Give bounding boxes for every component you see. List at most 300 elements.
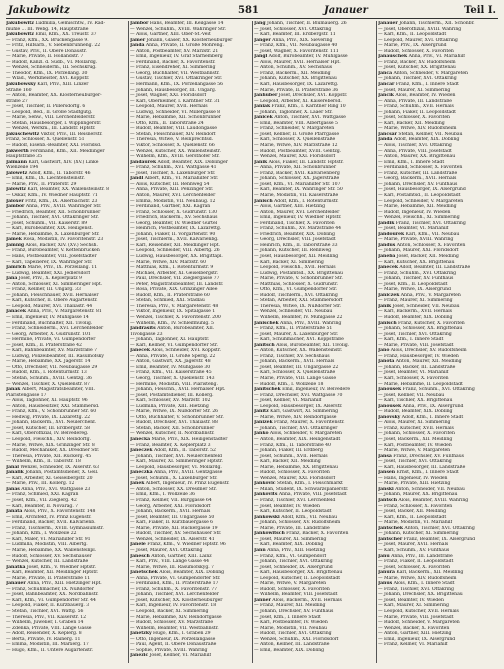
directory-columns <box>6 21 498 663</box>
entry-surname: Janko <box>254 431 269 437</box>
entry-details: — Franz, Schuhm., XVII. Hernals <box>378 104 454 110</box>
entry-details: — Johann, Fleischhauer, XVII. Hernalser <box>6 292 99 298</box>
entry-details: — Josef, Maurer, X. Laxenburger Str. <box>254 331 339 337</box>
entry-details: — Karl, Schlosser, XV. Märzstr. 102 <box>130 398 211 404</box>
entry-details: Albert, Ingenieur, IV. Prinz Eugenstr. <box>145 481 230 487</box>
entry-details: Adolf, Kfm., II. Taborstr. 52 <box>153 448 216 454</box>
entry-details: Franz, Schlosser, X. Quellenstr. 51 <box>6 137 85 143</box>
entry-details: — Georg, Beamter, IV. Wiedner Gürtel <box>130 220 218 226</box>
entry-details: — Wenzel, Maurer, XXI. Floridsdorf <box>254 475 336 481</box>
entry-details: — Marie, Modistin, VII. Neubau <box>254 625 327 631</box>
entry-details: — Karl, Schlosser, X. Quellenstraße <box>254 137 336 143</box>
entry-details: — Rudolf, Kfm., II. Praterstraße 60 <box>130 292 210 298</box>
entry-details: — Franz, Kutscher, III. Landstraße <box>378 170 458 176</box>
entry-details: — Rudolf, Ingenieur, IV. Wieden <box>378 209 451 215</box>
entry-details: — Johann, Bäckerm., XVII. Hernals <box>130 509 211 515</box>
entry-details: — Milan, Student, IX. Schwarzspanierstr. <box>254 486 349 492</box>
entry-details: — Rudolf, Schlosser, XV. Sechshauser <box>6 553 92 559</box>
entry-surname: Janeczek <box>130 448 153 454</box>
entry-details: — Marie, Private, II. Hollandstr. 7 <box>6 54 84 60</box>
entry-details: — Rudolf, Beamter, VIII. Laudongasse <box>130 126 217 132</box>
entry-details: Adolf, Bürobeamter, IV. Mühlgasse <box>268 54 348 60</box>
entry-details: — Hermann, Kfm., IX. Porzellangasse 56 <box>130 82 223 88</box>
entry-details: — Ferdinand, Bäcker, XVII. Kalvarienb. <box>6 520 96 526</box>
entry-details: Anna, Priv., XIII. Hietzing <box>267 547 326 553</box>
entry-surname: Janal <box>6 464 19 470</box>
entry-details: — Alois, Tischler, XVI. Ottakring <box>378 143 452 149</box>
entry-details: Anna, Priv., XVI. Wattgasse 23 <box>21 486 91 492</box>
entry-details: — Karl, Kutscher, II. Obere Augartenstr. <box>6 298 98 304</box>
entry-details: — Johann, Hausbesorger, III. Ungarg. <box>130 87 217 93</box>
entry-details: — Stefan, Schmied, XXI. Stadlau <box>130 298 205 304</box>
entry-details: — Karl, Schlosser, X. Quellenstraße <box>254 370 336 376</box>
entry-details: — Franz, Schlosser, X. Favoriten <box>378 503 453 509</box>
entry-details: — Anton, Hausbesitzer, XXI. Stammersd. <box>6 403 100 409</box>
entry-surname: Janisch <box>378 320 397 326</box>
entry-details: — Marie, Private, XIII. Hietzing <box>378 481 451 487</box>
entry-details: Straße 160 <box>6 87 32 93</box>
entry-details: — Johann, Taglöhner, XI. Hauptstr. <box>130 337 210 343</box>
entry-details: Anton, Schneider, V. Margareten <box>393 70 468 76</box>
entry-details: — Josef, Bäckerm., XII. Meidling <box>378 437 453 443</box>
entry-details: — Stefan, Bäcker, XII. Schönbrunner <box>130 425 215 431</box>
entry-details: Adolf, Kfm., I. Rotenturmstr. <box>274 198 339 204</box>
entry-details: — Karl, Schuhm., XV. Fünfhaus <box>378 547 450 553</box>
entry-details: — Leopold, Fiaker, II. Kurzbauerg. 3 <box>6 603 90 609</box>
entry-surname: Janecka <box>130 437 151 443</box>
entry-details: — Marie, Private, III. Landstraße <box>254 525 330 531</box>
entry-surname: Jandus <box>378 242 396 248</box>
entry-details: — Johann, Maurer, XXI. Floridsdorf <box>378 248 459 254</box>
entry-details: Johann, Tischler, II. Blumauerg. 26 <box>266 21 347 26</box>
entry-details: — Johann, Tischler, XVI. Neulerchenfeld <box>130 453 222 459</box>
entry-details: — Karl, Hausbesorger, XX. Brigittenau <box>254 570 343 576</box>
entry-details: — Heinrich, Postbeamter, IX. Lazarettg. <box>130 226 222 232</box>
entry-details: — Rudolf, Schlosser, X. Favoriten <box>254 470 330 476</box>
entry-details: — Georg, Bäckerm., XVII. Hernals <box>378 176 457 182</box>
entry-surname: Janicek <box>254 115 273 121</box>
entry-details: — Friedrich, Bäckerm., XV. Sechshaus <box>130 215 218 221</box>
entry-details: — Karl, Schuhmacher, XVI. Koppstraße <box>254 337 344 343</box>
entry-details: — Josef, Kutscher, XX. Brigittenau <box>378 65 456 71</box>
entry-details: — Karl, Hausbesorger, IX. Lazarettg. <box>254 82 339 88</box>
entry-details: — Franz, Hausbesorger, IV. Wieden <box>378 353 459 359</box>
entry-surname: Janhuber <box>254 93 278 99</box>
entry-surname: Jandourek <box>378 231 405 237</box>
entry-details: — Rudolf, Kfm., I. Rotenturmstr. 13 <box>6 370 87 376</box>
entry-details: — Stefan, Schuhm., XVIII. Gentzg. 36 <box>6 376 92 381</box>
entry-details: — Rosa, Private, XIX. Grinzinger Allee <box>130 287 218 293</box>
entry-details: Ludmilla, Gemischtw., IV. Rad- <box>35 21 105 26</box>
entry-surname: Jandrasits <box>130 326 156 332</box>
entry-details: — Anna, Private, VI. Gumpendorfer Str. <box>130 575 221 581</box>
entry-details: — Ferdinand, Bäcker, X. Favoritenstr. <box>130 59 216 65</box>
entry-details: Johann, Tischlerm., XII. Schönbr. <box>399 21 475 26</box>
entry-details: — Friedrich, Beamter, XII. Schönbrunner <box>6 209 101 215</box>
entry-details: — Wenzel, Schuhm., XXI. Floridsdorf <box>254 636 339 642</box>
entry-details: — Emil, Architekt, IV. Prinz Eugenstr. <box>6 514 92 520</box>
entry-surname: Jakwerth <box>6 148 29 154</box>
entry-details: Karl, Kfm., VII. Neubau <box>405 231 460 237</box>
entry-details: Alois, Beamter, XVIII. Währing <box>398 498 469 504</box>
entry-details: — Fritz, Hilfsarb., V. Siebenbrunneng. 22 <box>6 43 101 49</box>
entry-details: Johann, Glaser, XX. Klosterneuburger <box>146 37 233 43</box>
entry-details: — Franz, Tischler, XV. Sechshaus <box>254 353 330 359</box>
entry-surname: Jankowski <box>254 514 280 520</box>
entry-details: — Josef, Kfm., VI. Mariahilfer Str. 107 <box>254 181 341 187</box>
entry-details: — Johann, Tischler, XVI. Ottakringer Str. <box>6 215 99 221</box>
entry-details: — Peter, Magistratsbeamter, III. Landstr. <box>130 281 224 287</box>
entry-details: — Leopold, Maurer, XVI. Thaliastr. 44 <box>6 303 93 309</box>
entry-details: — Josef, Maurer, XI. Simmering <box>378 87 451 93</box>
directory-column-4 <box>378 21 498 663</box>
entry-details: — Franz, Schuhm., XVI. Wattgasse 41 <box>130 165 217 171</box>
entry-surname: Jandik <box>378 220 395 226</box>
entry-details: — Franz, Schuhmacher, IX. Nußdorfer <box>6 586 94 592</box>
entry-details: — Ludmilla, Modistin, VIII. Albertg. <box>6 542 88 548</box>
entry-details: — Oskar, Kfm., IV. Wiedner Hauptstr. 71 <box>6 192 98 198</box>
entry-details: — Johann, Bäckerm., XVI. Neulerchenf. <box>6 420 97 426</box>
entry-details: Albert, Magistratsbeamter, VIII. <box>21 387 95 393</box>
entry-details: Anna, Private, VIII. Josefstadt <box>278 492 347 498</box>
entry-details: — Marie, Private, VIII. Josefstadt <box>378 342 454 348</box>
entry-details: — Josef, Tischler, XVI. Ottakring <box>378 459 452 465</box>
entry-details: Franz, Drechsler, XV. Fünfhaus <box>393 453 464 459</box>
entry-details: — Stefan, Fleischhauer, XIV. Reindorf <box>130 131 216 137</box>
entry-details: Karl, Gastwirt, XIV. (XV.) Linke <box>28 159 99 165</box>
entry-surname: Jancar <box>378 82 395 88</box>
page-header <box>6 4 498 19</box>
entry-details: — Leopold, Maurer, XVII. Hernals <box>130 104 208 110</box>
entry-details: Alois, Kfm., I. Innere Stadt <box>393 581 455 587</box>
entry-details: — Wenzel, Kutscher, II. Nordbahnstr. <box>130 431 215 437</box>
entry-details: — Emma, Modistin, VII. Neubaug. 12 <box>130 198 216 204</box>
entry-details: — Michael, Arbeiter, XI. Geiselbergstr. <box>130 270 219 276</box>
entry-details: — Franz, Kfm., II. Taborstraße 40 <box>254 442 331 448</box>
entry-surname: Janitschek <box>254 387 281 393</box>
entry-details: Anton, Schlosser, X. Favoriten <box>396 242 466 248</box>
entry-details: — Karl, Tapezierer, IX. Währinger Str. <box>6 259 93 265</box>
entry-details: — Karl, Beamter, IX. Währinger Str. 50 <box>254 187 343 193</box>
entry-details: — Wilhelm, Kfm., IV. Schleifmühlg. 5 <box>130 320 214 326</box>
header-right-keyword: Janauer <box>324 5 368 16</box>
entry-details: — Rudolf, Beamter, XIX. Döbling <box>378 314 453 320</box>
entry-details: Wenzel, Schneider, IX. Alserstr. 63 <box>20 464 100 470</box>
entry-surname: Jang <box>254 21 266 26</box>
entry-details: — Johann, Schlosser, XX. Jägerstraße <box>254 176 340 182</box>
entry-surname: Jantschek <box>378 525 403 531</box>
entry-details: — Josef, Kellner, II. Große Pfarrgasse <box>254 131 340 137</box>
entry-details: — Josef, Beamter, III. Ungargasse 50 <box>130 514 215 520</box>
entry-details: — Alois, Gärtner, XIII. Ober-St.-Veit <box>130 32 211 38</box>
entry-details: — Karl, Bürobeamter, XIX. Heiligenst. <box>6 226 93 232</box>
entry-details: — Josef, Maurer, XI. Simmering <box>254 536 327 542</box>
entry-details: — Rudolf, Tischlerm., XVI. Ottakring <box>254 292 338 298</box>
entry-details: — Wenzel, Schneider, VII. Neubau <box>254 309 333 315</box>
entry-details: Alois, Bäckerm., XVII. Hernals <box>272 597 342 603</box>
entry-surname: Jann <box>254 547 266 553</box>
directory-entry <box>6 648 125 654</box>
directory-column-3 <box>254 21 373 663</box>
entry-details: — Marie, Witwe, IX. Nußdorfer Str. 26 <box>130 409 218 415</box>
entry-details: — Rudolf, Schlosser, X. Favoriten <box>378 48 454 54</box>
entry-details: — Leopold, Kutscher, XVII. Hernals <box>378 608 459 614</box>
entry-details: Anna, Priv., V. Margareten <box>400 292 461 298</box>
entry-details: — Franz, Kellner, VII. Burggasse 64 <box>130 498 212 504</box>
entry-surname: Jankowitsch <box>254 531 285 537</box>
entry-details: Piaristengasse 17 <box>6 392 47 398</box>
entry-details: Anton, Bürobeamter, XII. <box>157 326 215 332</box>
entry-details: — Franz, Kfm., II. Praterstraße 51 <box>254 326 333 332</box>
entry-details: Franz, Maurer, X. Favoritenstr. <box>274 420 345 426</box>
entry-details: — Josef, Kfm., II. Leopoldstadt <box>378 281 448 287</box>
entry-details: — Franz, Schuhm., XV. Märzstraße 44 <box>254 226 342 232</box>
entry-surname: Janoušek <box>378 403 402 409</box>
entry-details: — Wenzel, Schneiderm., III. Sechskrüg. <box>6 65 97 71</box>
entry-details: — Georg, Arbeiter, X. Gudrunstr. 101 <box>6 331 91 337</box>
entry-details: Anna, Priv., XIX. Sievering <box>272 37 333 43</box>
entry-surname: Janischek <box>254 320 279 326</box>
entry-surname: Janezic <box>130 653 149 659</box>
entry-details: — Karl, Schlosser, X. Favoriten <box>378 376 449 381</box>
entry-details: — Karl, Postbeamter, IV. Wieden <box>378 442 452 448</box>
entry-surname: Janura <box>378 570 395 576</box>
entry-details: Hugo, Kfm., I. Graben 29 <box>153 631 211 637</box>
entry-details: Adolf, Beamter, XIX. Döbling <box>393 137 460 143</box>
entry-details: — Paul, Agent, II. Obere Donaustraße <box>130 642 217 648</box>
entry-details: Anna, Priv., XIII. Hietzinger Hpt. <box>27 581 102 587</box>
entry-details: Franz, Beamter, IX. Alsergrund <box>403 536 476 542</box>
entry-details: — Josef, Kutscher, XX. Klosterneuburger <box>130 597 223 603</box>
entry-details: — Ferdinand, Gärtner, XXI. Kagran <box>130 204 211 210</box>
entry-details: — Josef, Beamter, VI. Mariahilf <box>378 226 449 232</box>
entry-details: — Heinrich, Kfm., II. Taborstraße 33 <box>254 242 338 248</box>
entry-details: — Karl, Hausbesorger, III. Landstraße <box>378 464 466 470</box>
entry-details: — Karl, Kfm., VI. Gumpendorfer Str. 44 <box>6 597 96 603</box>
entry-details: — Theresia, Priv., VII. Kaiserstr. 12 <box>6 614 86 620</box>
entry-details: Alois, Beamter, XIX. Döbling <box>159 570 225 576</box>
entry-details: — Franz, Drechsler, XVI. Wattgasse 70 <box>254 392 343 398</box>
entry-details: — Karl, Priv., VIII. Lange Gasse 44 <box>130 559 209 565</box>
entry-details: — Johann, Tischler, XVI. Ottakringer <box>254 425 338 431</box>
entry-details: — Ludwig, Hausbesorger, XX. Brigittapl. <box>130 253 223 259</box>
entry-details: — Josef, Kellner, VII. Neubau <box>378 392 445 398</box>
entry-surname: Janak <box>6 387 21 393</box>
entry-details: — Ludwig, Postamtsd., XX. Brigittenau <box>254 270 343 276</box>
entry-details: — Karl, Beamter, XIX. Döbling <box>254 542 324 548</box>
entry-details: — Marie, Hebamme, XX. Wallensteinpl. <box>6 547 97 553</box>
entry-details: Franz, Kfm., I. Kärntner Ring 10 <box>271 104 346 110</box>
entry-surname: Janele <box>130 542 146 548</box>
entry-details: — Karl, Kutscher, II. Leopoldstadt <box>254 509 332 515</box>
entry-details: Stefan, Kellner, VII. Neubau <box>398 131 463 137</box>
entry-details: — Franz, Schneider, V. Margareten <box>254 126 335 132</box>
entry-surname: Jandl <box>130 176 144 182</box>
entry-details: — Alois, Kutscher, III. Rennweg 54 <box>130 181 210 187</box>
entry-details: Anton, Tischler, XVI. Ottakring <box>404 525 475 531</box>
entry-details: — Marie, Private, V. Schönbrunner Str. <box>254 276 343 282</box>
entry-details: — Karl, Kfm., I. Innere Stadt <box>378 337 444 343</box>
entry-details: — Marie, Hebamme, XX. Brigittenau <box>254 464 338 470</box>
entry-details: — Franz, Maurer, XI. Simmering <box>378 298 453 304</box>
entry-details: — Karl, Kellner, VI. Gumpendorfer Str. <box>130 342 218 348</box>
entry-surname: Jalmann <box>6 159 28 165</box>
entry-details: — Franz, Maurer, XII. Meidling <box>254 603 326 609</box>
entry-surname: Janger <box>254 37 271 43</box>
entry-details: — Ludwig, Schneider, VI. Millergasse 8 <box>130 109 221 115</box>
entry-details: — Rudolf, Tischler, XVI. Ottakring <box>254 631 332 637</box>
entry-details: — Johann, Schlosser, X. Favoriten <box>378 431 455 437</box>
entry-details: — Rudolf, Tischler, XV. Sechshauser Str. <box>130 531 222 537</box>
entry-details: — Marie, Modistin, VI. Mariahilf <box>378 520 453 526</box>
entry-details: — Marie, Witwe, V. Margareten <box>254 581 327 587</box>
entry-details: Karl, Priv., XIII. Linzer <box>37 82 89 88</box>
entry-details: Alois, Schneider, XVI. Koppstr. <box>151 348 221 354</box>
entry-details: Josef, Kellner, VI. Mariahilf <box>149 653 212 659</box>
entry-details: Fritz, Kfm., IX. Alserbachstr. 23 <box>25 198 98 204</box>
entry-details: — Anna, Private, XII. Schönbrunner <box>254 165 336 171</box>
entry-details: Anna, Priv., XVIII. Währing <box>280 320 342 326</box>
entry-details: — Marie, Private, VIII. Josefstadt <box>378 614 454 620</box>
entry-surname: Jansa <box>378 453 392 459</box>
entry-details: — Georg, Buchhalter, VII. Westbahnstr. <box>130 70 220 76</box>
entry-details: Anna, Private, II. Große Mohreng. <box>145 43 224 49</box>
entry-details: Anna, Priv., IX. Alsergrund <box>402 403 464 409</box>
entry-details: — Karl, Bäcker, XII. Meidling <box>378 120 445 126</box>
entry-details: — Johann, Tischler, XVI. Ottakring <box>254 559 333 565</box>
entry-details: — Rudolf, Kanzl. d. Südb., VI. Mollardg. <box>6 59 98 65</box>
entry-details: Josef, Drechsler, XVI. Koppstr. <box>278 93 348 99</box>
entry-surname: Jalowitz <box>6 187 26 193</box>
entry-details: — Marie, Sehw., VIII. Lerchenfelderstr. <box>6 115 96 121</box>
entry-details: — Johann, Kutscher, III. Rennweg <box>254 248 332 254</box>
entry-details: — Marie, Hebamme, XII. Schönbrunner <box>130 115 221 121</box>
entry-surname: Janisch <box>254 198 273 204</box>
entry-details: mühle ... III. Webg. 14, Hauptstraße <box>6 26 89 32</box>
entry-details: — Anna, Private, XIII. Penzinger Str. <box>130 187 214 193</box>
entry-details: — Josef, Tischlerm., XVII. Kalvarienbg. <box>130 237 219 243</box>
entry-details: — Emil, Ingenieur, IV. Mühlgasse 14 <box>6 314 89 320</box>
entry-surname: Jankovits <box>254 492 278 498</box>
entry-details: — Marie, Witwe, XIV. Rudolfsheim <box>378 126 457 132</box>
entry-details: Adolf, Kfm., I. Innere Stadt <box>401 414 464 420</box>
entry-details: — Franz, Kutscher, XVII. Hernals <box>378 425 454 431</box>
entry-details: — Josef, Schlosser, X. Favoriten <box>378 115 450 121</box>
entry-details: — Marie, Hebamme, XII. Meidling <box>378 204 457 210</box>
entry-surname: Jamer <box>130 37 146 43</box>
entry-details: — Karl, Bäcker, XII. Meidling <box>254 459 321 465</box>
entry-details: — Marie, Witwe, XIV. Rudolfsheim <box>378 575 457 581</box>
entry-details: — Marie, Hebamme, II. Leopoldstadt <box>378 381 463 387</box>
entry-details: — Theresia, Witwe, IX. Nußdorfer Str. <box>254 303 342 309</box>
entry-details: — Marie, Modistin, VII. Kaiserstraße <box>254 192 339 198</box>
entry-details: — Johann, Schlosser, XX. Brigittenau <box>378 326 463 332</box>
entry-details: — Johann, Tischler, XV. Fünfhaus <box>378 276 454 282</box>
entry-details: — Franz, Kfm., VII. Neubaugasse 40 <box>254 43 338 49</box>
entry-details: — Anton, Maurer, XX. Brigittenau <box>378 154 456 160</box>
entry-details: — Marie, Hebamme, XIV. Reindorfgasse <box>130 614 222 620</box>
entry-details: — Josef, Schlosser, XVI. Ottakring <box>254 26 332 32</box>
entry-details: — Berta, Private, IV. Rainerg. 11 <box>6 636 81 642</box>
entry-details: — Franz, Kfm., XX. Brückengasse 9. <box>6 37 89 43</box>
entry-surname: Janesch <box>130 553 150 559</box>
entry-details: — Johann, Fiaker, II. Leopoldstadt <box>378 109 456 115</box>
entry-details: — Johann, Drechsler, XX. Brigittenau <box>378 592 463 598</box>
entry-details: — Johann, Fleischh., XVII. Hernalser Hpt. <box>130 387 226 393</box>
entry-details: — Franz, Beamter, X. Keplerplatz 3 <box>130 442 211 448</box>
entry-details: — Franz, Eisendreher, XI. Simmering <box>130 65 216 71</box>
entry-details: — Franz, Schuhm., X. Favoritenstr. 77 <box>130 586 217 592</box>
entry-details: Anton, Maurer, XII. Meidling <box>395 359 462 365</box>
entry-details: Franz, Kutscher, X. Favoriten <box>398 320 465 326</box>
entry-details: — Josef, Schuhm., X. Laxenburger Str. <box>130 475 218 481</box>
entry-details: — Leopold, Arbeiter, XI. Kaiserebersd. <box>254 98 342 104</box>
entry-details: — Johann, Kutscher, XI. Simmering <box>378 531 459 537</box>
entry-details: — Johann, Kutscher, XX. Brigittenau <box>254 76 337 82</box>
entry-details: — Matthias, Schlosser, X. Gudrunstr. <box>254 281 339 287</box>
entry-details: — Karl, Kfm., II. Leopoldstadt <box>378 514 447 520</box>
entry-details: — Wenzel, Maurer, XXI. Floridsdorf <box>254 154 336 160</box>
entry-details: — Marie, Witwe, XIV. Reindorfgasse <box>254 414 337 420</box>
entry-details: — Hans, Postbeamter, VIII. Josefstädter <box>6 253 97 259</box>
entry-details: — Karl, Tischler, XX. Brigittenau <box>378 398 453 404</box>
entry-surname: Janata <box>6 509 23 515</box>
entry-details: — Wlad., Werkmeister, XVI. Koppstr. <box>6 76 90 82</box>
entry-details: Emil, Kfm., XX. Treustr. 37 <box>35 32 97 38</box>
entry-details: — Karl, Bäckerm., XVII. Hernals <box>378 309 452 315</box>
entry-surname: Janus <box>378 581 393 587</box>
entry-details: — Leopold, Maurer, XVI. Ottakring <box>378 37 458 43</box>
entry-details: — Ferdinand, Schlosser, X. Favoriten <box>378 165 463 171</box>
entry-details: — Marie, Private, XVIII. Währing <box>378 237 454 243</box>
entry-details: — Karl, Ingenieur, IV. Favoritenstr. 18 <box>130 603 217 609</box>
entry-details: — Ferdinand, Tischler, X. Favoriten <box>254 220 335 226</box>
entry-details: — Otto, Ingenieur, IX. Porzellangasse <box>130 636 216 642</box>
entry-surname: Janacek <box>6 309 27 315</box>
entry-details: — Johann, Tischler, XVI. Ottakring <box>378 76 457 82</box>
entry-details: — Josef, Bahnbeamter, XX. Nordbahnstr. <box>6 592 99 598</box>
entry-details: Franz, Tischler, XVI. Ottakring <box>395 220 466 226</box>
entry-details: — Anna, Private, II. Große Sperlg. 22 <box>130 353 216 359</box>
entry-details: — Wenzel, Tischler, X. Quellenstr. 87 <box>6 381 90 387</box>
entry-details: — Karl, Kfm., II. Leopoldstadt <box>378 32 447 38</box>
entry-details: Josef, Schneider, VII. Neubau <box>392 303 460 309</box>
entry-surname: Jancsar <box>378 131 397 137</box>
entry-surname: Janetschek <box>130 570 158 576</box>
entry-details: — Karl, Arbeiter, XI. Geiselbergstr. 20 <box>6 475 93 481</box>
entry-details: — Josef, Schlosser, X. Favoriten <box>378 564 450 570</box>
entry-details: Anna, Priv., III. Landstraße <box>391 553 453 559</box>
entry-details: straße 27 <box>6 98 28 104</box>
entry-details: — Franz, Kfm., VI. Gumpendorf <box>254 553 327 559</box>
entry-details: Stefan, Kfm., I. Fleischmarkt <box>276 481 343 487</box>
entry-details: — Karl, Oberkellner, I. Kärntner Str. 31 <box>130 98 220 104</box>
entry-details: — Anton, Beamter, XIX. Heiligenstadt <box>254 437 341 443</box>
entry-details: Emil, Ingenieur, IV. Belvedere <box>282 387 351 393</box>
entry-details: — Wenzel, Bäcker, X. Favoriten <box>378 625 450 631</box>
entry-details: — Marie, Private, VIII. Lange Gasse <box>254 376 337 381</box>
entry-details: Anton, Tischler, XVI. Wattgasse <box>274 115 346 121</box>
entry-details: — Wilhelm, Beamter, VII. Westbahnstr. <box>130 625 219 631</box>
entry-details: — Karl, Maler, VI. Mariahilfer Str. 91 <box>6 536 91 542</box>
entry-details: — Anton, Gastwirt, XX. Jägerstr. 48 <box>130 359 211 365</box>
entry-surname: Jankovic <box>254 481 276 487</box>
entry-details: — Stefan, Arbeiter, XXI. Stammersdorf <box>254 298 343 304</box>
entry-details: — Karl, Beamter, XII. Meidlinger Hptstr. <box>6 570 99 576</box>
entry-details: — Josef, Schuhm., VII. Kaiserstr. 89 <box>6 220 88 226</box>
entry-surname: Janousek <box>378 387 402 393</box>
entry-details: Josef, Priv., X. Keplerplatz 9 <box>18 276 82 282</box>
